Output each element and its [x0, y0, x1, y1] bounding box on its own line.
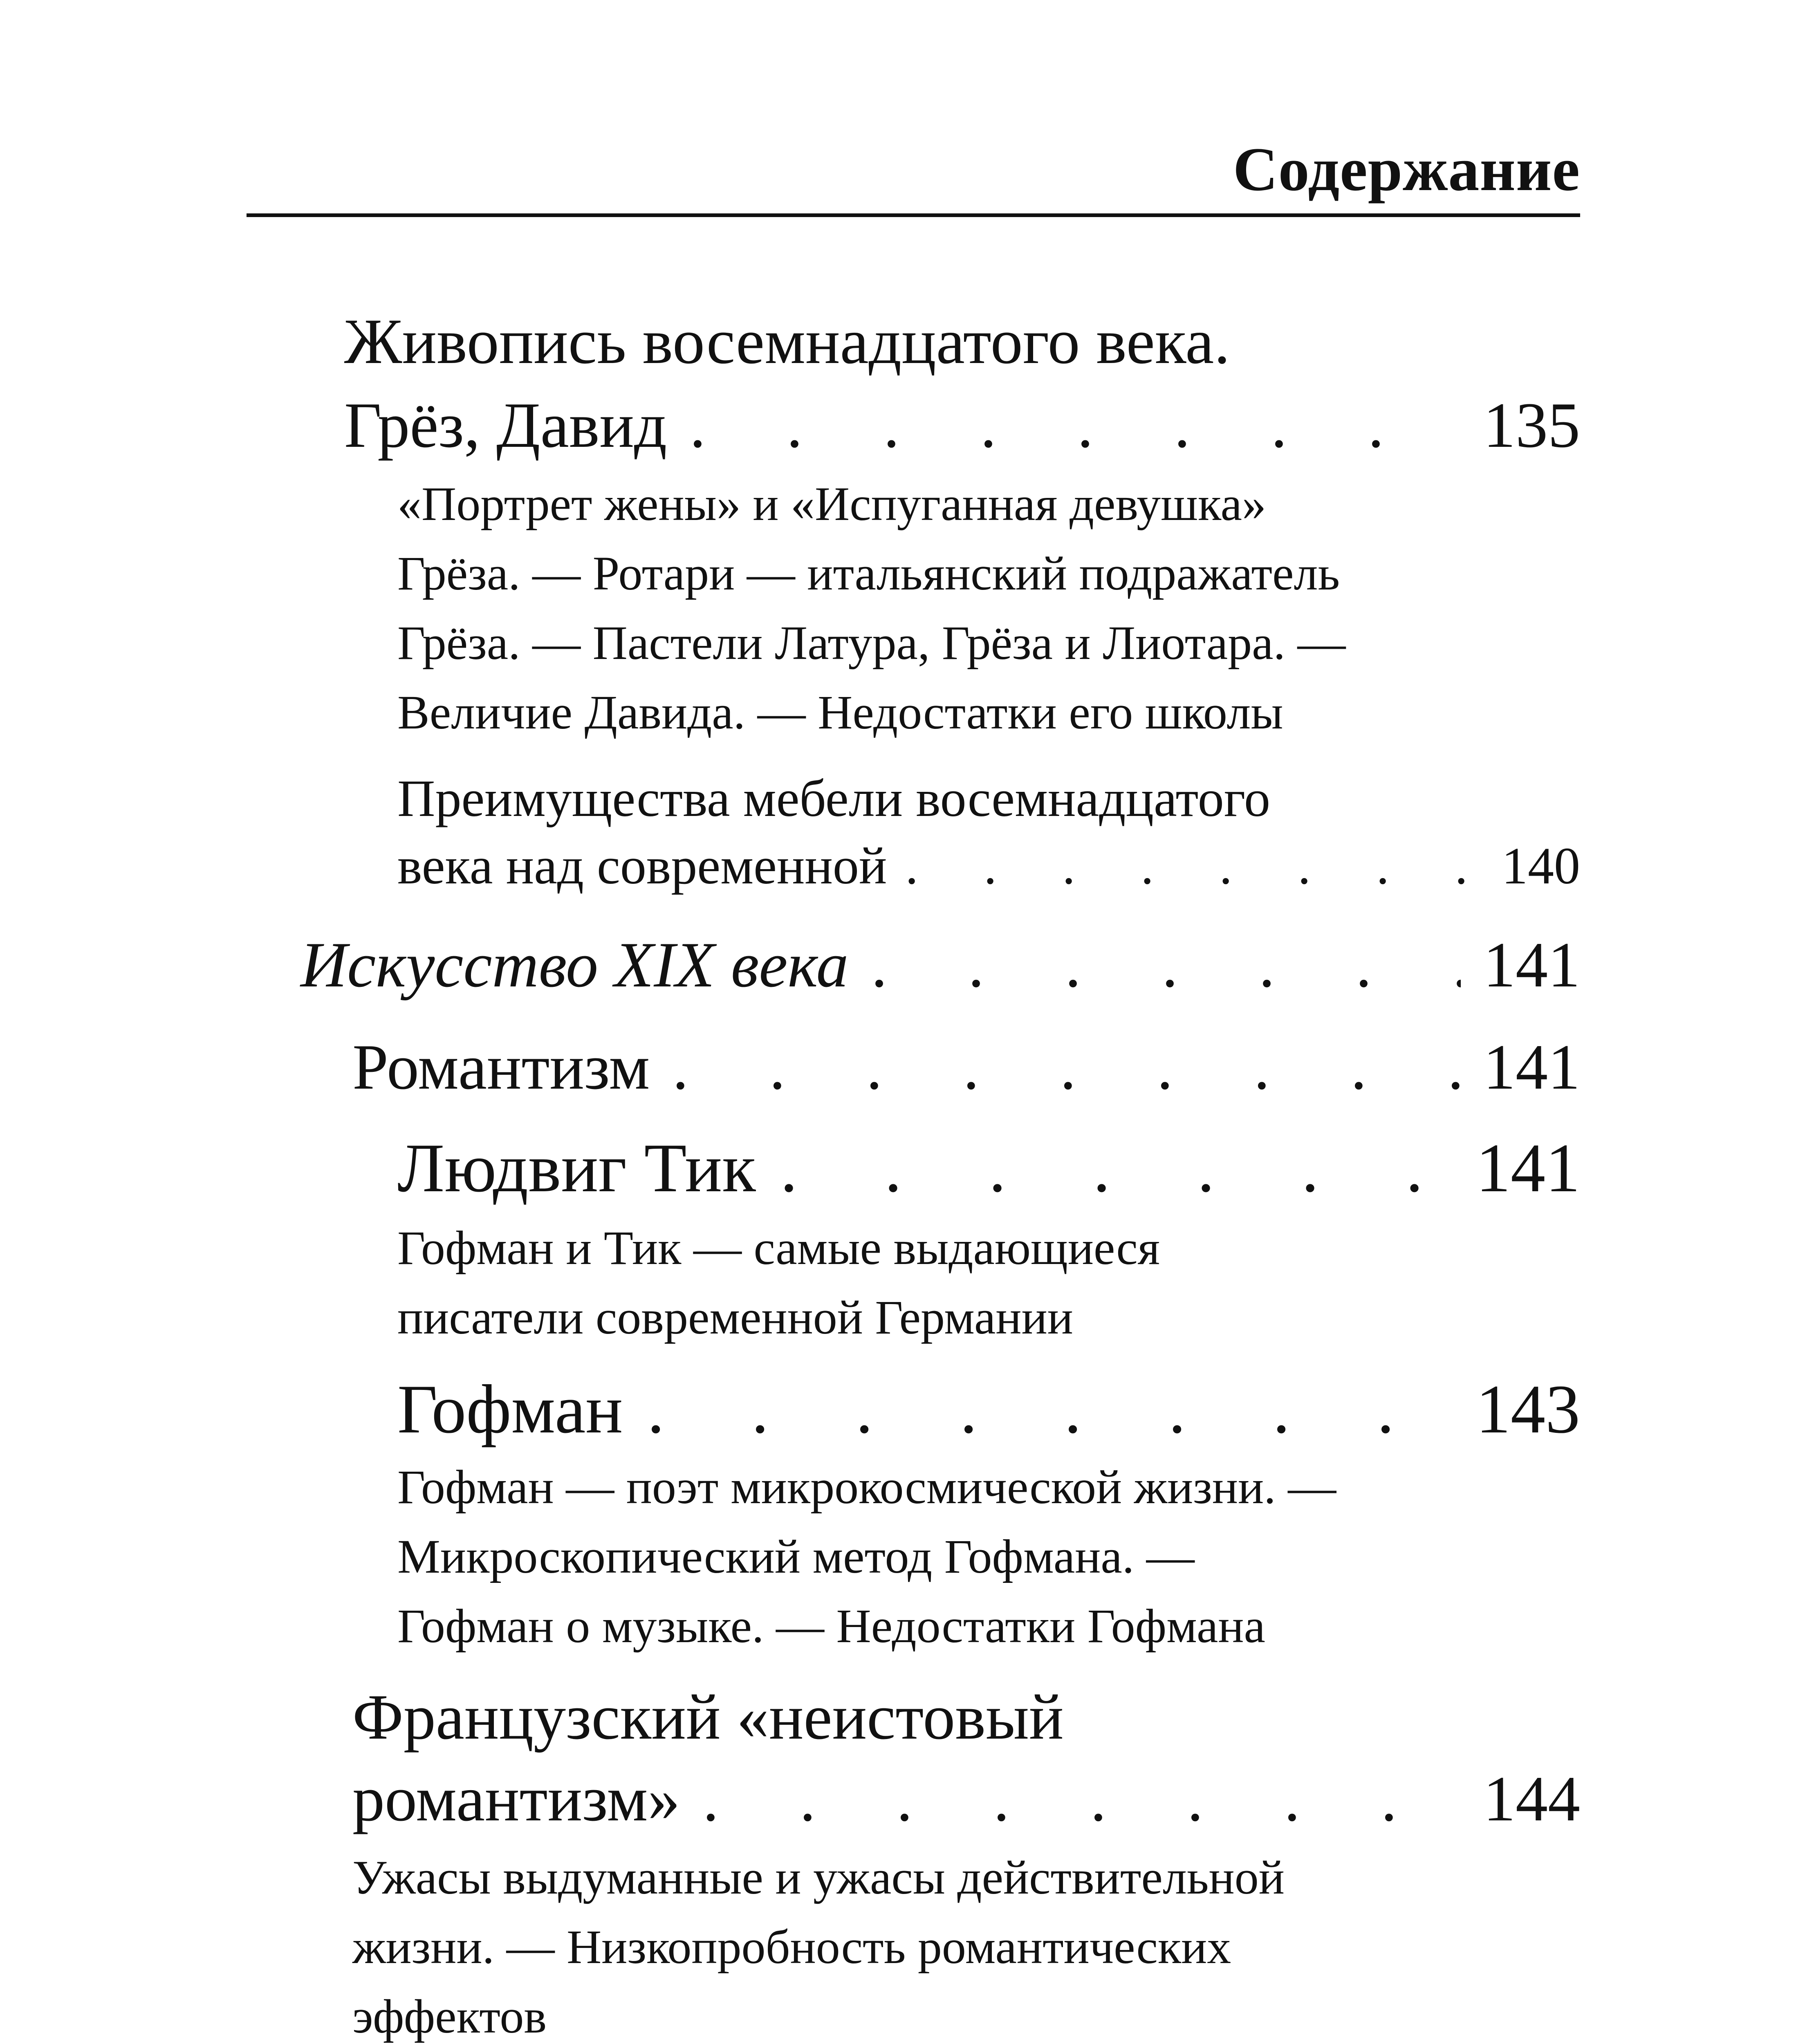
toc-description-line: Грёза. — Пастели Латура, Грёза и Лиотара. — — [397, 616, 1346, 670]
toc-entry-furniture-page: 140 — [1502, 837, 1580, 895]
toc-entry-tieck-page: 141 — [1476, 1130, 1580, 1206]
toc-entry-tieck[interactable] — [397, 1128, 1580, 1208]
toc-entry-furniture[interactable] — [397, 836, 1580, 896]
toc-description-line: Грёза. — Ротари — итальянский подражатель — [397, 547, 1340, 600]
toc-entry-romanticism-title: Романтизм — [352, 1031, 650, 1103]
leader-dots — [690, 388, 1461, 463]
toc-entry-art19[interactable] — [300, 928, 1580, 1002]
toc-entry-art19-page: 141 — [1483, 929, 1580, 1001]
toc-entry-romanticism-page: 141 — [1483, 1031, 1580, 1103]
toc-entry-furniture-line2: века над современной — [397, 837, 887, 895]
toc-entry-tieck-title: Людвиг Тик — [397, 1130, 756, 1206]
toc-entry-frantic-page: 144 — [1483, 1763, 1580, 1835]
running-header-title: Содержание — [1233, 135, 1580, 204]
leader-dots — [647, 1369, 1452, 1449]
toc-description-line: эффектов — [352, 1990, 547, 2043]
leader-dots — [703, 1762, 1461, 1836]
toc-description-line: Ужасы выдуманные и ужасы действительной — [352, 1851, 1285, 1904]
leader-dots — [673, 1030, 1461, 1105]
toc-entry-frantic-title-line1: Французский «неистовый — [352, 1681, 1064, 1753]
toc-description-line: Гофман — поэт микрокосмической жизни. — — [397, 1460, 1336, 1514]
toc-description-line: Величие Давида. — Недостатки его школы — [397, 686, 1283, 739]
toc-entry-hoffmann-title: Гофман — [397, 1371, 623, 1448]
leader-dots — [905, 836, 1483, 896]
toc-description-line: писатели современной Германии — [397, 1291, 1073, 1344]
toc-entry-grez-title-line1: Живопись восемнадцатого века. — [344, 306, 1230, 377]
toc-entry-hoffmann[interactable] — [397, 1369, 1580, 1449]
toc-entry-romanticism[interactable] — [352, 1030, 1580, 1105]
toc-description-line: «Портрет жены» и «Испуганная девушка» — [397, 477, 1266, 531]
toc-entry-grez-page: 135 — [1483, 390, 1580, 461]
toc-description-line: Гофман и Тик — самые выдающиеся — [397, 1221, 1160, 1275]
toc-description-line: Микроскопический метод Гофмана. — — [397, 1530, 1195, 1583]
toc-entry-art19-title: Искусство XIX века — [300, 929, 849, 1001]
toc-entry-grez[interactable] — [344, 388, 1580, 463]
toc-entry-furniture-line1: Преимущества мебели восемнадцатого — [397, 769, 1270, 827]
toc-entry-grez-title-line2: Грёз, Давид — [344, 390, 667, 461]
toc-entry-frantic-title-line2: романтизм» — [352, 1763, 680, 1835]
toc-entry-frantic[interactable] — [352, 1762, 1580, 1836]
leader-dots — [780, 1128, 1451, 1208]
toc-description-line: жизни. — Низкопробность романтических — [352, 1920, 1231, 1974]
toc-description-line: Гофман о музыке. — Недостатки Гофмана — [397, 1599, 1265, 1653]
leader-dots — [871, 928, 1461, 1002]
toc-entry-hoffmann-page: 143 — [1476, 1371, 1580, 1448]
